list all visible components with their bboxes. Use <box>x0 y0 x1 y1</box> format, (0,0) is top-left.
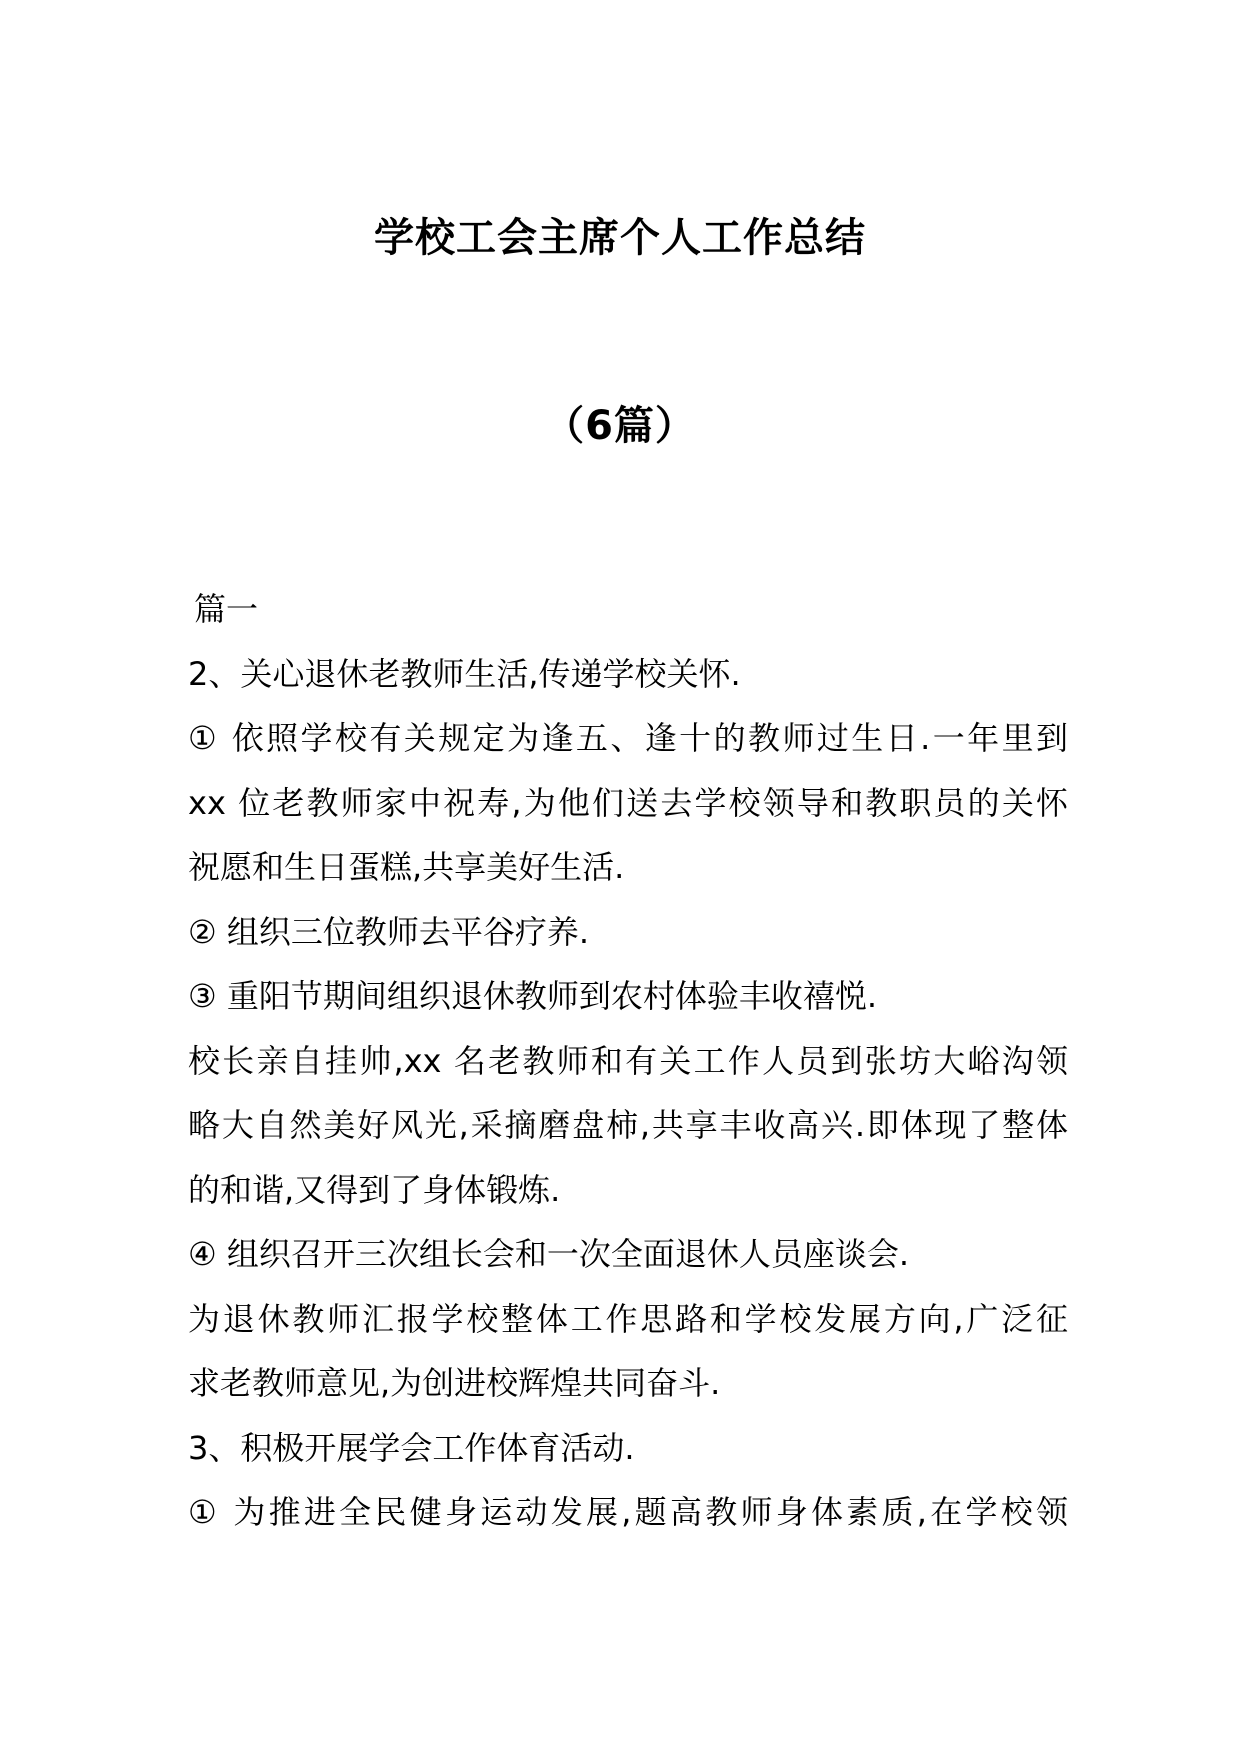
text-line: ① 依照学校有关规定为逢五、逢十的教师过生日.一年里到 <box>188 719 1068 757</box>
document-title: 学校工会主席个人工作总结 <box>374 215 866 261</box>
text-line: 祝愿和生日蛋糕,共享美好生活. <box>188 848 625 886</box>
text-line: 校长亲自挂帅,xx 名老教师和有关工作人员到张坊大峪沟领 <box>188 1041 1068 1080</box>
text-line: 3、积极开展学会工作体育活动. <box>188 1428 635 1467</box>
text-line: ④ 组织召开三次组长会和一次全面退休人员座谈会. <box>188 1235 910 1273</box>
text-line: ① 为推进全民健身运动发展,题高教师身体素质,在学校领 <box>188 1493 1068 1531</box>
document-body <box>188 577 1068 1545</box>
text-line: 略大自然美好风光,采摘磨盘柿,共享丰收高兴.即体现了整体 <box>188 1106 1068 1144</box>
text-line: 的和谐,又得到了身体锻炼. <box>188 1170 561 1209</box>
section-heading: 篇一 <box>194 590 259 628</box>
text-line: xx 位老教师家中祝寿,为他们送去学校领导和教职员的关怀 <box>188 783 1068 822</box>
text-line: ③ 重阳节期间组织退休教师到农村体验丰收禧悦. <box>188 977 878 1015</box>
document-subtitle: （6篇） <box>544 403 696 449</box>
text-line: 为退休教师汇报学校整体工作思路和学校发展方向,广泛征 <box>188 1299 1068 1338</box>
text-line: 2、关心退休老教师生活,传递学校关怀. <box>188 654 741 693</box>
text-line: ② 组织三位教师去平谷疗养. <box>188 912 590 951</box>
text-line: 求老教师意见,为创进校辉煌共同奋斗. <box>188 1364 721 1402</box>
